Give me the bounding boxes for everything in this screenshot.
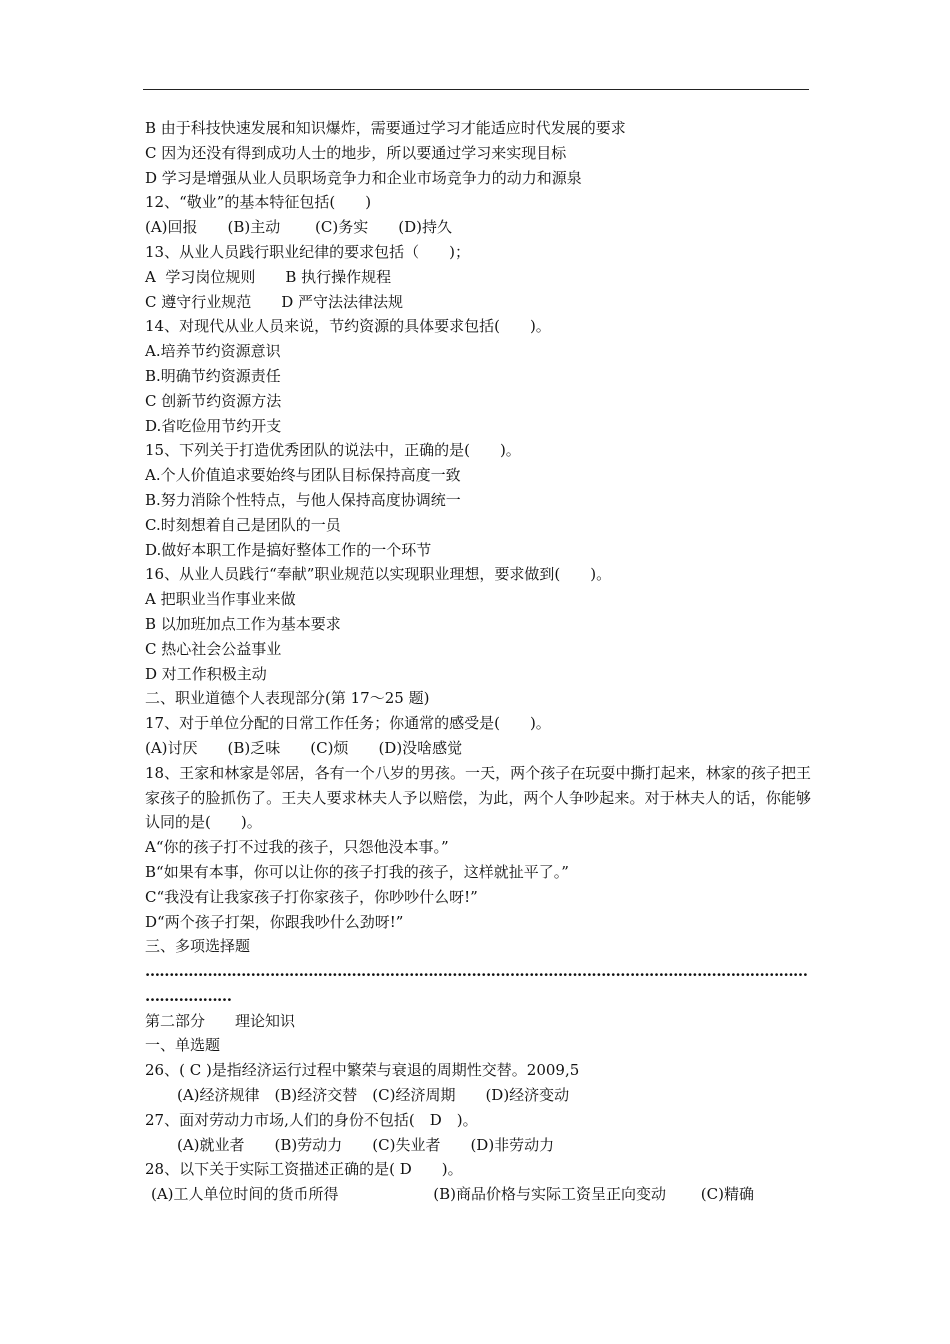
section-heading: 二、职业道德个人表现部分(第 17～25 题) — [145, 689, 430, 708]
option-line: C“我没有让我家孩子打你家孩子，你吵吵什么呀!” — [145, 887, 478, 906]
option-line: A.培养节约资源意识 — [145, 342, 281, 361]
section-heading: 三、多项选择题 — [145, 937, 251, 956]
question-12: 12、“敬业”的基本特征包括( ) — [145, 193, 372, 212]
document-body — [145, 116, 811, 1207]
option-line: D“两个孩子打架，你跟我吵什么劲呀!” — [145, 912, 404, 931]
option-line: B.明确节约资源责任 — [145, 366, 281, 385]
question-13: 13、从业人员践行职业纪律的要求包括（ )； — [145, 242, 470, 261]
question-27: 27、面对劳动力市场,人们的身份不包括( D )。 — [145, 1110, 478, 1129]
dotted-separator: ………………………………………………………………………………………………………………………… — [145, 962, 808, 981]
option-line: C 因为还没有得到成功人士的地步，所以要通过学习来实现目标 — [145, 143, 567, 162]
option-line: D.做好本职工作是搞好整体工作的一个环节 — [145, 540, 432, 559]
option-line: C 热心社会公益事业 — [145, 639, 282, 658]
option-line: B.努力消除个性特点，与他人保持高度协调统一 — [145, 490, 461, 509]
question-12-options: (A)回报 (B)主动 (C)务实 (D)持久 — [145, 218, 452, 237]
option-line: A.个人价值追求要始终与团队目标保持高度一致 — [145, 466, 461, 485]
option-line: D 学习是增强从业人员职场竞争力和企业市场竞争力的动力和源泉 — [145, 168, 582, 187]
question-13-options: A 学习岗位规则 B 执行操作规程 — [145, 267, 392, 286]
option-line: D.省吃俭用节约开支 — [145, 416, 282, 435]
option-line: B 以加班加点工作为基本要求 — [145, 614, 341, 633]
option-line: D 对工作积极主动 — [145, 664, 267, 683]
question-26-options: (A)经济规律 (B)经济交替 (C)经济周期 (D)经济变动 — [177, 1086, 570, 1105]
option-line: B 由于科技快速发展和知识爆炸，需要通过学习才能适应时代发展的要求 — [145, 119, 626, 137]
section-heading: 一、单选题 — [145, 1036, 221, 1055]
question-28: 28、以下关于实际工资描述正确的是( D )。 — [145, 1160, 463, 1179]
question-14: 14、对现代从业人员来说，节约资源的具体要求包括( )。 — [145, 317, 551, 336]
question-26: 26、( C )是指经济运行过程中繁荣与衰退的周期性交替。2009,5 — [145, 1061, 580, 1080]
option-line: B“如果有本事，你可以让你的孩子打我的孩子，这样就扯平了。” — [145, 862, 569, 881]
question-27-options: (A)就业者 (B)劳动力 (C)失业者 (D)非劳动力 — [177, 1135, 555, 1154]
option-line: A 把职业当作事业来做 — [145, 590, 296, 609]
option-line: A“你的孩子打不过我的孩子，只怨他没本事。” — [145, 838, 449, 857]
option-line: C.时刻想着自己是团队的一员 — [145, 515, 341, 534]
question-15: 15、下列关于打造优秀团队的说法中，正确的是( )。 — [145, 441, 521, 460]
question-13-options: C 遵守行业规范 D 严守法法律法规 — [145, 292, 404, 311]
question-17: 17、对于单位分配的日常工作任务；你通常的感受是( )。 — [145, 714, 551, 733]
question-18: 18、王家和林家是邻居，各有一个八岁的男孩。一天，两个孩子在玩耍中撕打起来，林家的孩子把王家孩子的脸抓伤了。王夫人要求林夫人予以赔偿，为此，两个人争吵起来。对于林夫人的话，你能够认同的是( )。 — [145, 763, 811, 832]
question-16: 16、从业人员践行“奉献”职业规范以实现职业理想，要求做到( )。 — [145, 565, 612, 584]
dotted-separator: ……………… — [145, 986, 232, 1005]
question-17-options: (A)讨厌 (B)乏味 (C)烦 (D)没啥感觉 — [145, 738, 463, 757]
option-line: C 创新节约资源方法 — [145, 391, 282, 410]
part-heading: 第二部分 理论知识 — [145, 1011, 296, 1030]
question-28-options: (A)工人单位时间的货币所得 (B)商品价格与实际工资呈正向变动 (C)精确 — [151, 1185, 754, 1204]
header-rule — [143, 89, 809, 90]
